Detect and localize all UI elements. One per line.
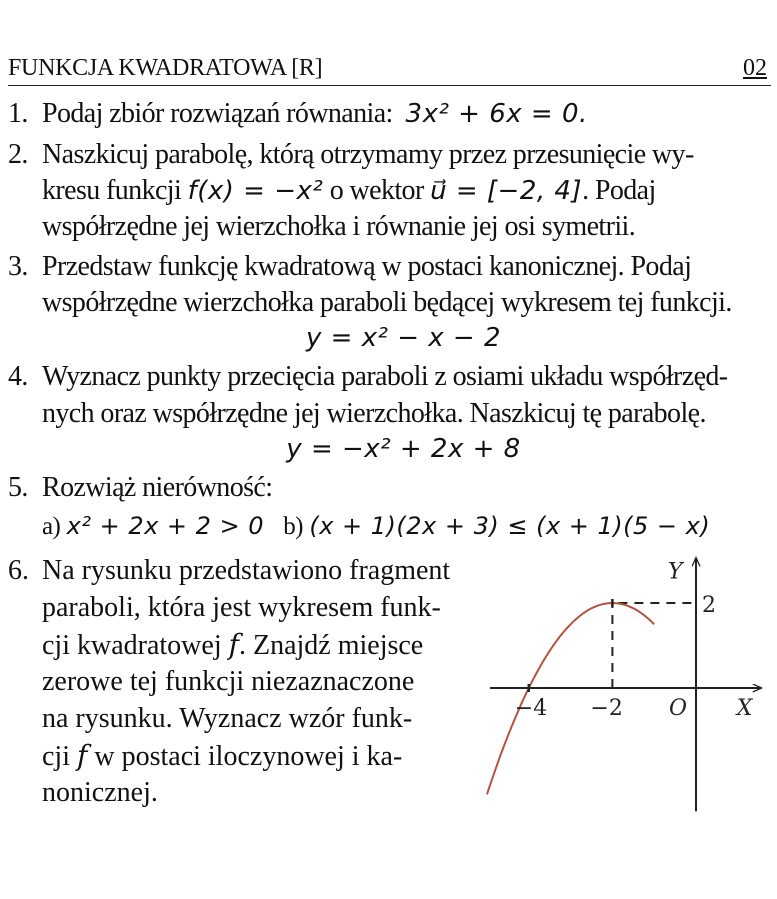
task-1-text: Podaj zbiór rozwiązań równania: xyxy=(42,98,393,129)
task-1-formula: 3x² + 6x = 0. xyxy=(405,99,588,129)
subtask-b-label: b) xyxy=(283,513,303,540)
task-4-line-2: nych oraz współrzędne jej wierzchołka. Naszkicuj tę parabolę. xyxy=(42,398,706,429)
subtask-a-formula: x² + 2x + 2 > 0 xyxy=(66,512,265,540)
task-3-formula-text: y = x² − x − 2 xyxy=(305,323,502,353)
task-3-line-2: współrzędne wierzchołka paraboli będącej wykresem tej funkcji. xyxy=(42,287,732,318)
task-3-line-1: Przedstaw funkcję kwadratową w postaci kanonicznej. Podaj xyxy=(42,251,692,282)
task-2-text: . Podaj xyxy=(582,175,656,206)
task-number: 5. xyxy=(8,472,28,503)
y-tick-label: 2 xyxy=(702,593,716,618)
y-axis-label: Y xyxy=(668,559,683,585)
task-4-formula-text: y = −x² + 2x + 8 xyxy=(286,434,521,464)
subtask-a-label: a) xyxy=(42,513,61,540)
x-axis-label: X xyxy=(736,696,753,721)
function-symbol: f xyxy=(77,739,88,772)
task-2-formula-vector: u⃗ = [−2, 4] xyxy=(430,176,583,206)
worksheet-title: FUNKCJA KWADRATOWA [R] xyxy=(8,55,323,81)
task-6-line-4: zerowe tej funkcji niezaznaczone xyxy=(42,666,415,697)
task-2-text: kresu funkcji xyxy=(42,175,182,206)
task-number: 3. xyxy=(8,251,28,282)
page-number: 02 xyxy=(743,55,767,81)
task-2-line-3: współrzędne jej wierzchołka i równanie jej osi symetrii. xyxy=(42,211,636,242)
parabola-curve xyxy=(487,603,654,794)
task-number: 1. xyxy=(8,98,28,129)
function-symbol: f xyxy=(228,628,239,661)
task-6-line-7: nonicznej. xyxy=(42,777,158,808)
task-6-text: . Znajdź miejsce xyxy=(238,630,424,661)
task-number: 2. xyxy=(8,139,28,170)
origin-label: O xyxy=(669,696,688,721)
task-6-text: w postaci iloczynowej i ka- xyxy=(94,741,403,772)
task-6-line-5: na rysunku. Wyznacz wzór funk- xyxy=(42,703,413,734)
task-number: 4. xyxy=(8,361,28,392)
task-6-line-2: paraboli, która jest wykresem funk- xyxy=(42,592,441,623)
subtask-b-formula: (x + 1)(2x + 3) ≤ (x + 1)(5 − x) xyxy=(309,512,711,540)
task-5-line-1: Rozwiąż nierówność: xyxy=(42,472,273,503)
task-2-text: o wektor xyxy=(329,175,424,206)
task-6-text: cji kwadratowej xyxy=(42,630,222,661)
x-tick-label: −4 xyxy=(514,696,548,721)
task-6-text: cji xyxy=(42,741,70,772)
task-2-formula-f: f(x) = −x² xyxy=(187,176,324,206)
task-6-line-1: Na rysunku przedstawiono fragment xyxy=(42,555,451,586)
x-tick-label: −2 xyxy=(590,696,623,721)
task-4-line-1: Wyznacz punkty przecięcia paraboli z osiami układu współrzęd- xyxy=(42,361,728,392)
task-number: 6. xyxy=(8,555,29,586)
task-2-line-1: Naszkicuj parabolę, którą otrzymamy przez przesunięcie wy- xyxy=(42,139,694,170)
